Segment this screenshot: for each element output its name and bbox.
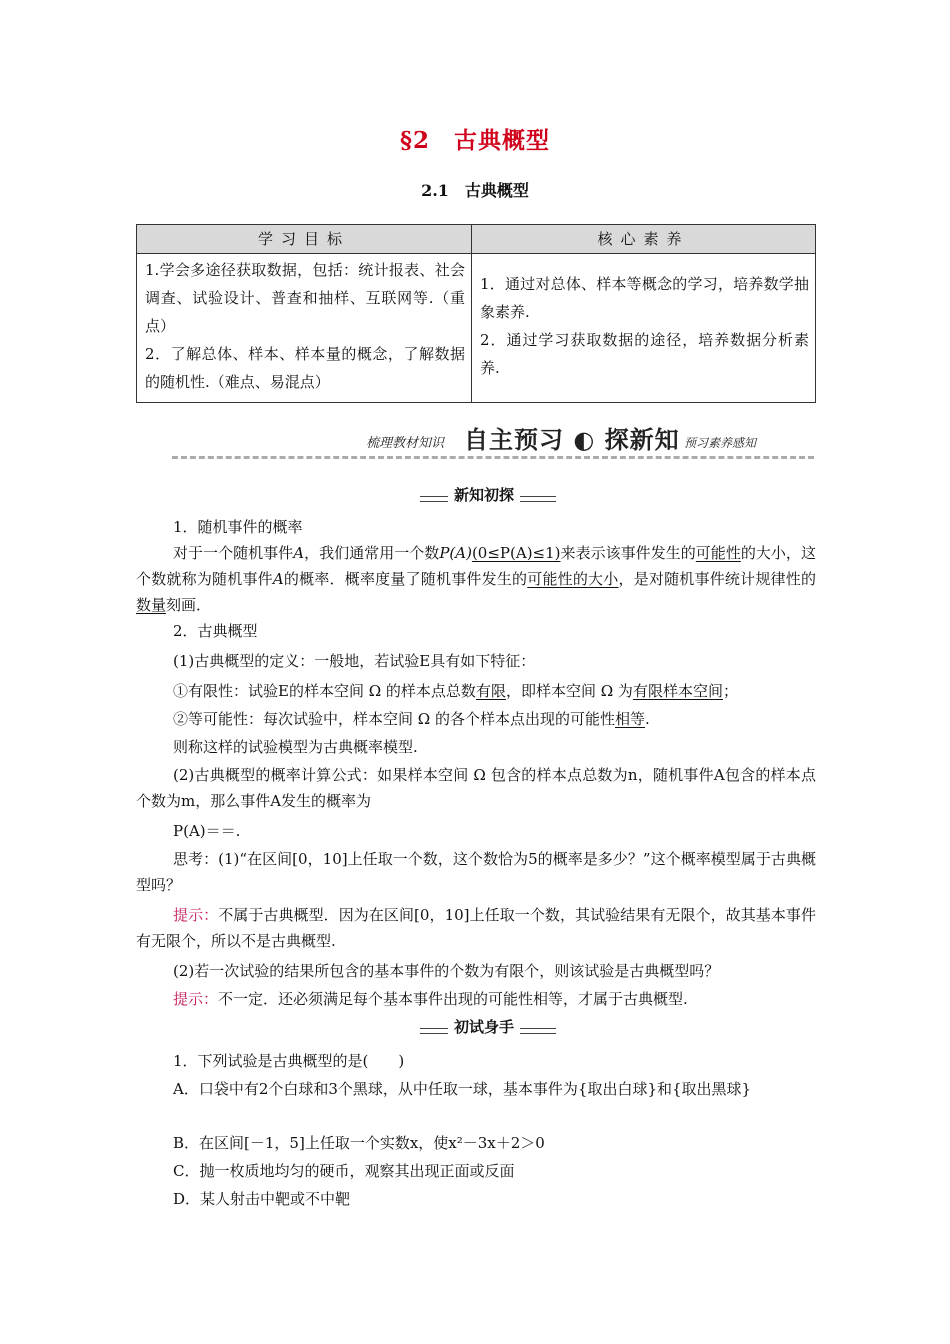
- text: 的大小，这个数就称为随机事件: [136, 544, 816, 588]
- hint-text: 不属于古典概型．因为在区间[0，10]上任取一个数，其试验结果有无限个，故其基本事件有无限个，所以不是古典概型.: [136, 906, 816, 950]
- text: ，即样本空间 Ω 为: [505, 682, 633, 700]
- heading-label: 初试身手: [448, 1016, 520, 1037]
- blank-answer: 有限样本空间: [632, 682, 723, 700]
- goals-header-right: 核心素养: [472, 225, 816, 254]
- text: 的概率．概率度量了随机事件发生的: [283, 570, 528, 588]
- definition-equal-likelihood: [136, 706, 816, 732]
- learning-goals-table: [136, 224, 816, 403]
- formula: P(A)＝＝.: [173, 822, 241, 840]
- exercise-question: 1．下列试验是古典概型的是( ): [173, 1052, 405, 1070]
- text: ①有限性：试验E的样本空间 Ω 的样本点总数: [173, 682, 476, 700]
- think-question-1: 思考：(1)“在区间[0，10]上任取一个数，这个数恰为5的概率是多少？”这个概率模型属于古典概型吗？: [136, 850, 816, 894]
- blank-answer: 数量: [136, 596, 167, 614]
- text: 对于一个随机事件: [173, 544, 294, 562]
- definition-conclusion: 则称这样的试验模型为古典概率模型.: [173, 738, 418, 756]
- math-var: A: [293, 544, 305, 562]
- text: .: [645, 710, 650, 728]
- hint-label: 提示：: [173, 906, 219, 924]
- goals-cell-right: [472, 254, 816, 403]
- preview-banner: [172, 420, 814, 462]
- heading-label: 新知初探: [448, 484, 520, 505]
- text: ，我们通常用一个数: [304, 544, 440, 562]
- math-var: A: [272, 570, 284, 588]
- blank-answer: (0≤P(A)≤1): [471, 544, 561, 562]
- definition-intro: (1)古典概型的定义：一般地，若试验E具有如下特征：: [173, 652, 536, 670]
- hint-answer-1: [136, 902, 816, 954]
- goal-item: 2．了解总体、样本、样本量的概念，了解数据的随机性.（难点、易混点）: [145, 345, 465, 391]
- section-heading-trial: [420, 1018, 556, 1040]
- banner-right-text: 预习素养感知: [684, 436, 757, 450]
- literacy-item: 1．通过对总体、样本等概念的学习，培养数学抽象素养.: [480, 275, 809, 321]
- hint-label: 提示：: [173, 990, 219, 1008]
- formula-description: (2)古典概型的概率计算公式：如果样本空间 Ω 包含的样本点总数为n，随机事件A包含的样本点个数为m，那么事件A发生的概率为: [136, 766, 816, 810]
- think-question-2: (2)若一次试验的结果所包含的基本事件的个数为有限个，则该试验是古典概型吗？: [173, 962, 720, 980]
- math-expr: P(A): [439, 544, 472, 562]
- blank-answer: 有限: [475, 682, 506, 700]
- literacy-item: 2．通过学习获取数据的途径，培养数据分析素养.: [480, 331, 809, 377]
- hint-answer-2: [136, 986, 816, 1012]
- paragraph-probability-definition: [136, 540, 816, 618]
- exercise-option-b: B．在区间[－1，5]上任取一个实数x，使x²－3x＋2＞0: [173, 1134, 545, 1152]
- exercise-option-a: A．口袋中有2个白球和3个黑球，从中任取一球，基本事件为{取出白球}和{取出黑球}: [173, 1080, 752, 1098]
- section-heading-new-knowledge: [420, 486, 556, 508]
- exercise-option-c: C．抛一枚质地均匀的硬币，观察其出现正面或反面: [173, 1162, 515, 1180]
- blank-answer: 可能性的大小: [527, 570, 619, 588]
- blank-answer: 可能性: [695, 544, 741, 562]
- blank-answer: 相等: [614, 710, 645, 728]
- banner-dashed-rule: [172, 456, 814, 459]
- goal-item: 1.学会多途径获取数据，包括：统计报表、社会调查、试验设计、普查和抽样、互联网等.（重点）: [145, 261, 465, 335]
- goals-header-left: 学习目标: [137, 225, 472, 254]
- banner-left-text: 梳理教材知识: [366, 436, 445, 451]
- section-subtitle: 2.1 古典概型: [421, 181, 529, 200]
- banner-main-text: 自主预习 ◐ 探新知: [464, 426, 680, 454]
- goals-cell-left: [137, 254, 472, 403]
- text: ；: [722, 682, 738, 700]
- page-title: §2 古典概型: [399, 127, 551, 154]
- text: 来表示该事件发生的: [560, 544, 696, 562]
- exercise-option-d: D．某人射击中靶或不中靶: [173, 1190, 351, 1208]
- text: ②等可能性：每次试验中，样本空间 Ω 的各个样本点出现的可能性: [173, 710, 615, 728]
- heading-random-event-probability: 1．随机事件的概率: [173, 518, 303, 536]
- heading-classical-model: 2．古典概型: [173, 622, 258, 640]
- text: 刻画．: [166, 596, 212, 614]
- hint-text: 不一定．还必须满足每个基本事件出现的可能性相等，才属于古典概型.: [218, 990, 688, 1008]
- definition-finiteness: [136, 678, 816, 704]
- text: ，是对随机事件统计规律性的: [618, 570, 816, 588]
